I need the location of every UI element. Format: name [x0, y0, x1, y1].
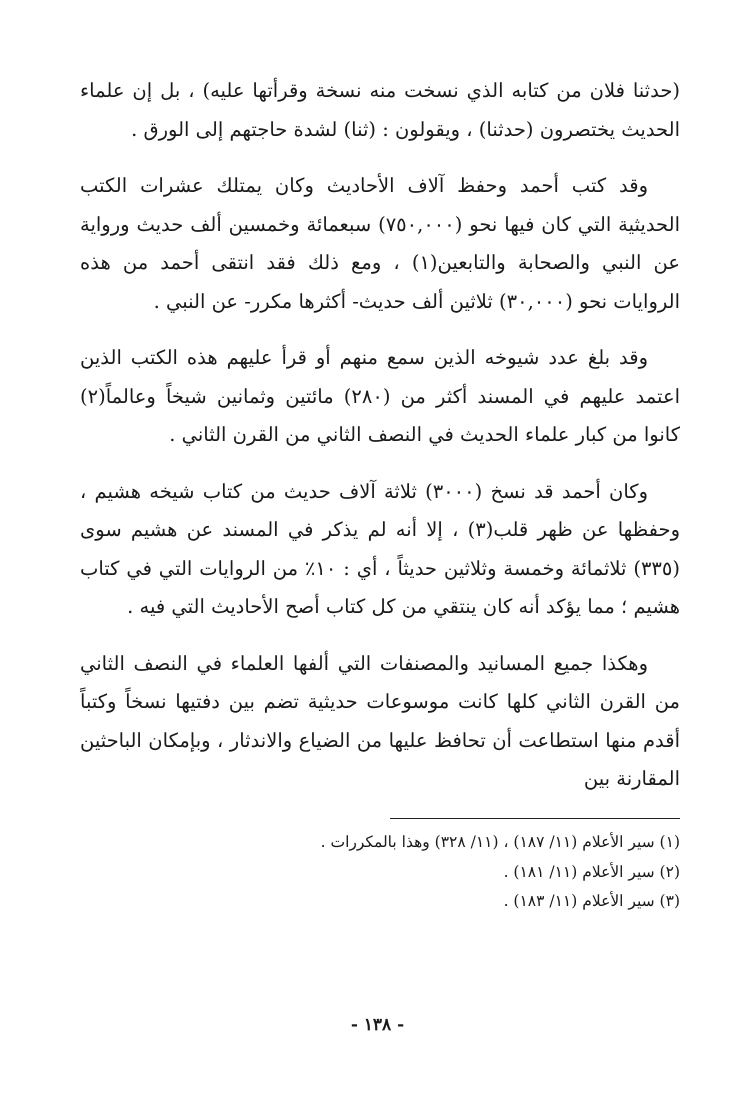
paragraph-3: وقد بلغ عدد شيوخه الذين سمع منهم أو قرأ عليهم هذه الكتب الذين اعتمد عليهم في المسند أكثر من (٢٨٠) مائتين وثمانين شيخاً وعالماً(٢) كانوا من كبار علماء الحديث في النصف الثاني من القرن الثاني . [80, 346, 680, 446]
page-body [80, 72, 680, 817]
footnote-2: (٢) سير الأعلام (١١/ ١٨١) . [503, 862, 680, 881]
footnote-3: (٣) سير الأعلام (١١/ ١٨٣) . [503, 892, 680, 910]
paragraph-5: وهكذا جميع المسانيد والمصنفات التي ألفها العلماء في النصف الثاني من القرن الثاني كلها كانت موسوعات حديثية تضم بين دفتيها نسخاً وكتباً أقدم منها استطاعت أن تحافظ عليها من الضياع والاندثار ، وبإمكان الباحثين المقارنة بين [80, 651, 680, 790]
footnote-divider [390, 818, 680, 819]
footnotes [80, 828, 680, 917]
paragraph-4: وكان أحمد قد نسخ (٣٠٠٠) ثلاثة آلاف حديث من كتاب شيخه هشيم ، وحفظها عن ظهر قلب(٣) ، إلا أنه لم يذكر في المسند عن هشيم سوى (٣٣٥) ثلاثمائة وخمسة وثلاثين حديثاً ، أي : ١٠٪ من الروايات التي في كتاب هشيم ؛ مما يؤكد أنه كان ينتقي من كل كتاب أصح الأحاديث التي فيه . [80, 479, 680, 618]
paragraph-1: (حدثنا فلان من كتابه الذي نسخت منه نسخة وقرأتها عليه) ، بل إن علماء الحديث يختصرون (حدثنا) ، ويقولون : (ثنا) لشدة حاجتهم إلى الورق . [80, 79, 680, 141]
footnote-1: (١) سير الأعلام (١١/ ١٨٧) ، (١١/ ٣٢٨) وهذا بالمكررات . [320, 833, 680, 851]
paragraph-2: وقد كتب أحمد وحفظ آلاف الأحاديث وكان يمتلك عشرات الكتب الحديثية التي كان فيها نحو (٧٥٠,٠٠٠) سبعمائة وخمسين ألف حديث ورواية عن النبي والصحابة والتابعين(١) ، ومع ذلك فقد انتقى أحمد من هذه الروايات نحو (٣٠,٠٠٠) ثلاثين ألف حديث- أكثرها مكرر- عن النبي . [80, 174, 681, 313]
page-number: - ١٣٨ - [350, 1015, 405, 1035]
